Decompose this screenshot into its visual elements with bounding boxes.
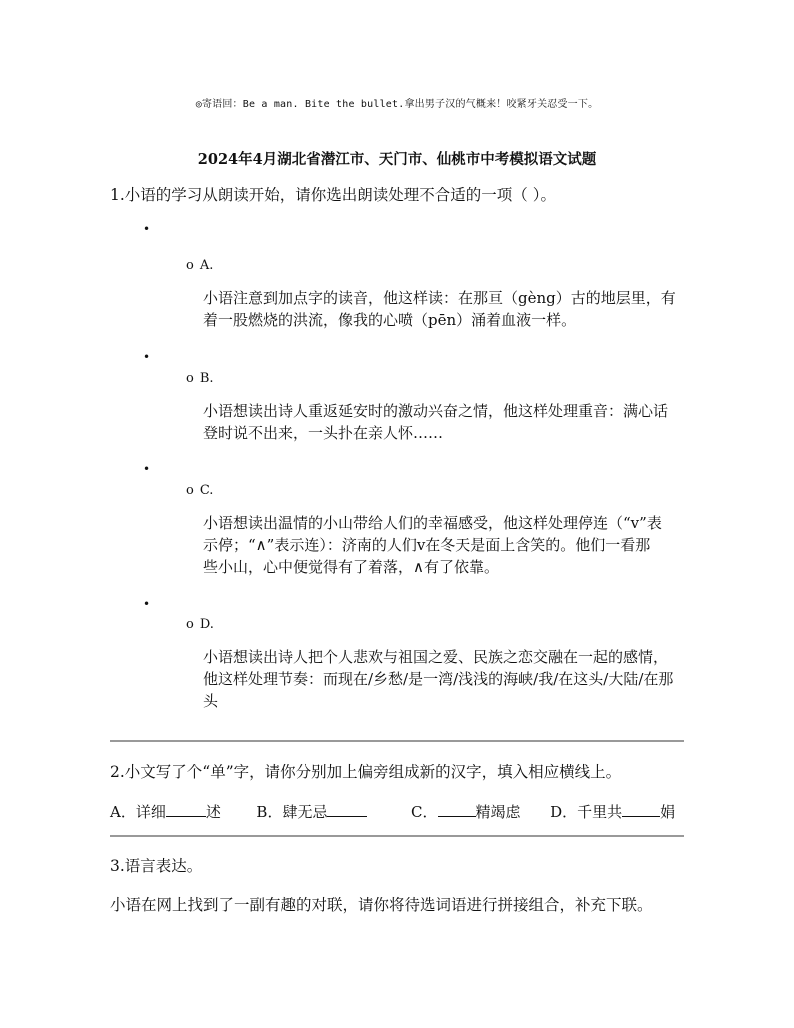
section-divider: [110, 740, 684, 742]
fill-item-c-suffix: 精竭虑: [475, 803, 521, 821]
option-d-text: [203, 646, 703, 712]
option-b-line-1: 小语想读出诗人重返延安时的激动兴奋之情，他这样处理重音：满心话: [203, 402, 669, 420]
question-3-instruction: 小语在网上找到了一副有趣的对联，请你将待选词语进行拼接组合，补充下联。: [110, 896, 653, 914]
fill-item-c-prefix: C．: [411, 803, 438, 821]
option-d-line-3: 头: [203, 692, 219, 710]
option-b-marker[interactable]: [186, 371, 214, 386]
fill-blank-d[interactable]: [622, 802, 660, 817]
list-bullet: •: [143, 222, 151, 236]
option-c-letter: C.: [199, 483, 214, 498]
option-b-text: [203, 400, 703, 444]
question-2-stem: 2.小文写了个“单”字，请你分别加上偏旁组成新的汉字，填入相应横线上。: [110, 763, 622, 781]
fill-blank-a[interactable]: [166, 802, 206, 817]
fill-item-b-prefix: B．肆无忌: [256, 803, 328, 821]
option-c-line-2: 示停；“∧”表示连）：济南的人们ⅴ在冬天是面上含笑的。他们一看那: [203, 536, 651, 554]
question-2-fill-row: [110, 801, 675, 822]
fill-item-a-suffix: 述: [205, 803, 221, 821]
question-3-stem: 3.语言表达。: [110, 857, 203, 875]
fill-item-d-prefix: D．千里共: [550, 803, 623, 821]
page-title: 2024年4月湖北省潜江市、天门市、仙桃市中考模拟语文试题: [197, 151, 597, 168]
page-header-motto: ◎寄语回：Be a man. Bite the bullet.拿出男子汉的气概来！咬紧牙关忍受一下。: [195, 99, 599, 110]
radio-circle: o: [186, 258, 194, 273]
fill-blank-b[interactable]: [327, 802, 367, 817]
radio-circle: o: [186, 371, 194, 386]
option-c-line-1: 小语想读出温情的小山带给人们的幸福感受，他这样处理停连（“ⅴ”表: [203, 514, 662, 532]
option-b-letter: B.: [199, 371, 214, 386]
radio-circle: o: [186, 617, 194, 632]
option-c-marker[interactable]: [186, 483, 213, 498]
list-bullet: •: [143, 597, 151, 611]
section-divider: [110, 835, 684, 837]
list-bullet: •: [143, 350, 151, 364]
option-d-line-2: 他这样处理节奏：而现在/乡愁/是一湾/浅浅的海峡/我/在这头/大陆/在那: [203, 670, 674, 688]
option-d-marker[interactable]: [186, 617, 214, 632]
list-bullet: •: [143, 462, 151, 476]
option-a-line-1: 小语注意到加点字的读音，他这样读：在那亘（gèng）古的地层里，有: [203, 289, 676, 307]
option-b-line-2: 登时说不出来，一头扑在亲人怀……: [203, 424, 444, 442]
option-c-line-3: 些小山，心中便觉得有了着落，∧有了依靠。: [203, 558, 499, 576]
option-d-letter: D.: [199, 617, 214, 632]
question-1-stem: 1.小语的学习从朗读开始，请你选出朗读处理不合适的一项（ ）。: [110, 186, 556, 204]
option-a-marker[interactable]: [186, 258, 213, 273]
fill-item-a-prefix: A．详细: [110, 803, 166, 821]
option-a-letter: A.: [199, 258, 214, 273]
fill-item-d-suffix: 娟: [660, 803, 676, 821]
fill-blank-c[interactable]: [438, 802, 476, 817]
option-d-line-1: 小语想读出诗人把个人悲欢与祖国之爱、民族之恋交融在一起的感情，: [203, 648, 669, 666]
option-a-line-2: 着一股燃烧的洪流，像我的心喷（pēn）涌着血液一样。: [203, 311, 577, 329]
radio-circle: o: [186, 483, 194, 498]
option-c-text: [203, 512, 703, 578]
option-a-text: [203, 287, 703, 331]
